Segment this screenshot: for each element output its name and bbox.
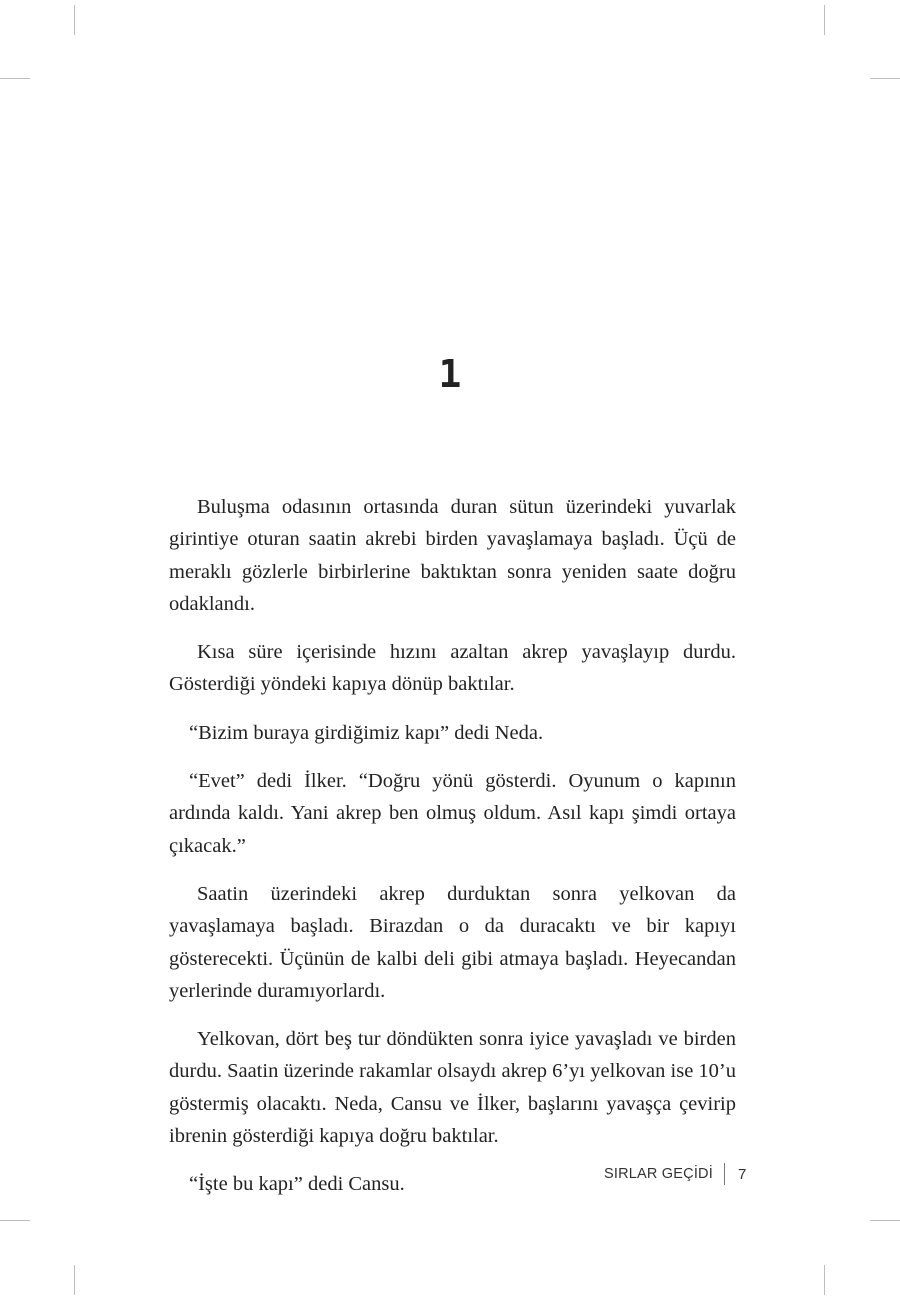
- paragraph: Yelkovan, dört beş tur döndükten sonra iyice yavaşladı ve birden durdu. Saatin üzerinde rakamlar olsaydı akrep 6’yı yelkovan ise 10’u göstermiş olacaktı. Neda, Cansu ve İlker, başlarını yavaşça çevirip ibrenin gösterdiği kapıya doğru baktılar.: [169, 1028, 736, 1148]
- crop-mark: [74, 5, 75, 35]
- paragraph: Buluşma odasının ortasında duran sütun üzerindeki yuvarlak girintiye oturan saatin akrebi birden yavaşlamaya başladı. Üçü de meraklı gözlerle birbirlerine baktıktan sonra yeniden saate doğru odaklandı.: [169, 496, 736, 615]
- paragraph: Saatin üzerindeki akrep durduktan sonra yelkovan da yavaşlamaya başladı. Birazdan o da duracaktı ve bir kapıyı gösterecekti. Üçünün de kalbi deli gibi atmaya başladı. Heyecandan yerlerinde duramıyorlardı.: [169, 882, 736, 1002]
- crop-mark: [0, 1220, 30, 1221]
- crop-mark: [74, 1265, 75, 1295]
- crop-mark: [824, 5, 825, 35]
- page-number: 7: [737, 1165, 747, 1183]
- chapter-number: 1: [438, 352, 462, 396]
- crop-mark: [0, 78, 30, 79]
- book-title: SIRLAR GEÇİDİ: [604, 1166, 713, 1182]
- footer-divider: [724, 1163, 725, 1185]
- crop-mark: [870, 78, 900, 79]
- crop-mark: [870, 1220, 900, 1221]
- paragraph: “İşte bu kapı” dedi Cansu.: [189, 1173, 405, 1196]
- paragraph: “Bizim buraya girdiğimiz kapı” dedi Neda.: [189, 721, 544, 744]
- crop-mark: [824, 1265, 825, 1295]
- paragraph: Kısa süre içerisinde hızını azaltan akrep yavaşlayıp durdu. Gösterdiği yöndeki kapıya dönüp baktılar.: [169, 641, 736, 696]
- running-footer: [604, 1163, 746, 1185]
- paragraph: “Evet” dedi İlker. “Doğru yönü gösterdi. Oyunum o kapının ardında kaldı. Yani akrep ben olmuş oldum. Asıl kapı şimdi ortaya çıkacak.”: [169, 770, 736, 857]
- body-text: [169, 491, 736, 1217]
